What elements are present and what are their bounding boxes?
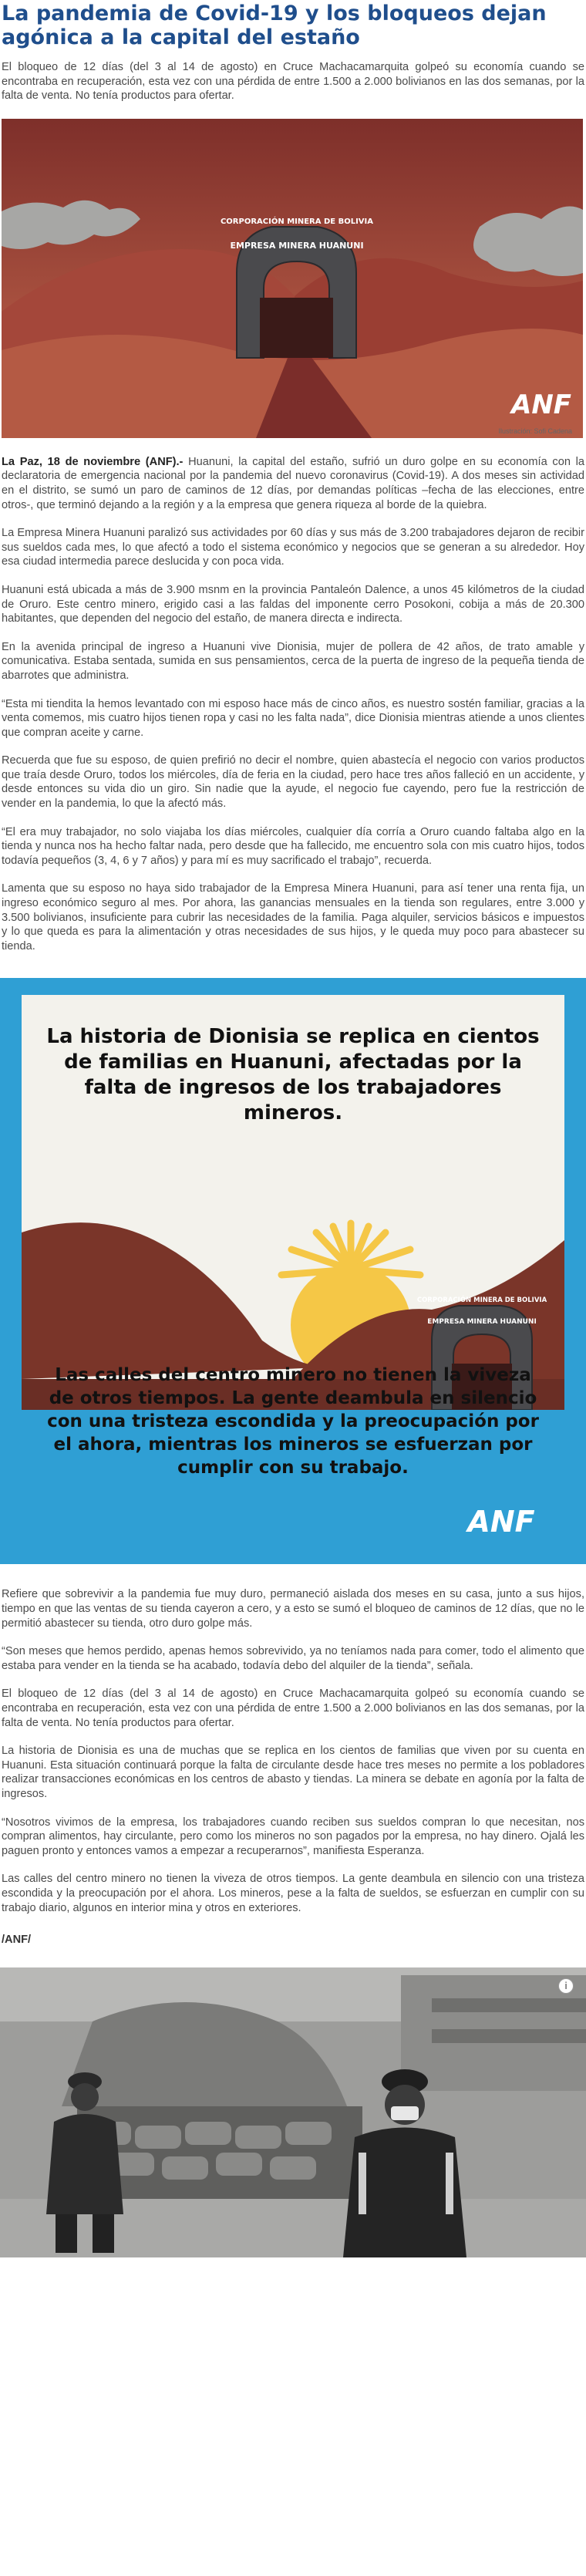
paragraph: En la avenida principal de ingreso a Huanuni vive Dionisia, mujer de pollera de 42 años, de trato amable y comunicativa. Estaba sentada, sumida en sus pensamientos, cerca de la puerta de ingreso de la pequeña tienda de abarrotes que administra.: [2, 640, 584, 682]
paragraph: “Esta mi tiendita la hemos levantado con mi esposo hace más de cinco años, es nuestro sostén familiar, gracias a la venta comemos, mis cuatro hijos tienen ropa y casi no les falta nada”, dice Dionisia mientras atiende a unos clientes que compran aceite y carne.: [2, 697, 584, 739]
paragraph: “Nosotros vivimos de la empresa, los trabajadores cuando reciben sus sueldos compran lo que necesitan, nos compran alimentos, hay circulante, pero como los mineros no son pagados por la empresa, no hay dinero. Ojalá les paguen pronto y entonces vamos a empezar a recuperarnos”, manifiesta Esperanza.: [2, 1816, 584, 1857]
arch-illustration-svg: [2, 119, 583, 438]
arch-line1: CORPORACIÓN MINERA DE BOLIVIA: [416, 1296, 547, 1305]
article-intro: El bloqueo de 12 días (del 3 al 14 de agosto) en Cruce Machacamarquita golpeó su economía cuando se encontraba en recuperación, esta vez con una pérdida de entre 1.500 a 2.000 bolivianos en las dos semanas, por la falta de venta. No tenía productos para ofertar.: [2, 61, 584, 103]
dateline: La Paz, 18 de noviembre (ANF).-: [2, 455, 184, 468]
arch-line2: EMPRESA MINERA HUANUNI: [230, 240, 364, 251]
article-lead: [0, 455, 586, 512]
arch-line2: EMPRESA MINERA HUANUNI: [427, 1318, 537, 1327]
paragraph: Recuerda que fue su esposo, de quien prefirió no decir el nombre, quien abastecía el negocio con varios productos que traía desde Oruro, todos los miércoles, día de feria en la ciudad, pero hace tres años falleció en un accidente, y desde entonces su vida dio un giro. Sin nadie que la ayude, el negocio fue cayendo, pero fue la restricción de vender en la pandemia, lo que la afectó más.: [2, 754, 584, 811]
paragraph: Las calles del centro minero no tienen la viveza de otros tiempos. La gente deambula en silencio con una tristeza escondida y la preocupación por el ahora. Los mineros, pese a la falta de sueldos, se esfuerzan en cumplir con su trabajo diario, algunos en interior mina y otros en exteriores.: [2, 1873, 584, 1914]
infographic-top-text: La historia de Dionisia se replica en cientos de familias en Huanuni, afectadas por la falta de ingresos de los trabajadores mineros.: [46, 1025, 540, 1125]
illustration-arch: [2, 119, 583, 438]
illustration-credit: Ilustración: Sofi Cadena: [498, 427, 572, 435]
photo-workers: [0, 1967, 586, 2257]
paragraph: Refiere que sobrevivir a la pandemia fue muy duro, permaneció aislada dos meses en su casa, junto a sus hijos, tiempo en que las ventas de su tienda cayeron a cero, y a esto se sumó el bloqueo de caminos de 12 días, que no le permitió abastecer su tienda, otro duro golpe más.: [2, 1588, 584, 1630]
anf-logo: ANF: [511, 389, 571, 420]
paragraph: Lamenta que su esposo no haya sido trabajador de la Empresa Minera Huanuni, para así tener una renta fija, un ingreso económico seguro al mes. Por ahora, las ganancias mensuales en la tienda son regulares, entre 3.000 y 3.500 bolivianos, insuficiente para cubrir las necesidades de la familia. Paga alquiler, servicios básicos e impuestos y lo que queda es para la alimentación y otras necesidades de sus hijos, y le queda muy poco para abastecer su tienda.: [2, 882, 584, 953]
article-title: La pandemia de Covid-19 y los bloqueos dejan agónica a la capital del estaño: [2, 2, 547, 49]
paragraph: La Empresa Minera Huanuni paralizó sus actividades por 60 días y sus más de 3.200 trabajadores dejaron de recibir sus sueldos cada mes, lo que afectó a todo el sistema económico y negocios que se generan a su alrededor. Hoy esa ciudad intermedia parece deslucida y con poca vida.: [2, 527, 584, 568]
anf-logo: ANF: [467, 1505, 535, 1539]
paragraph-lead: Huanuni, la capital del estaño, sufrió un duro golpe en su economía con la declaratoria de emergencia nacional por la pandemia del nuevo coronavirus (Covid-19). A dos meses sin actividad en el distrito, se sumó un paro de caminos de 12 días, por demandas políticas –fecha de las elecciones, entre otros-, que terminó dejando a la región y a la empresa que genera riqueza al borde de la quiebra.: [2, 455, 584, 511]
paragraph: El bloqueo de 12 días (del 3 al 14 de agosto) en Cruce Machacamarquita golpeó su economía cuando se encontraba en recuperación, esta vez con una pérdida de entre 1.500 a 2.000 bolivianos en las dos semanas, por la falta de venta. No tenía productos para ofertar.: [2, 1688, 584, 1729]
paragraph: Huanuni está ubicada a más de 3.900 msnm en la provincia Pantaleón Dalence, a unos 45 kilómetros de la ciudad de Oruro. Este centro minero, erigido casi a las faldas del imponente cerro Posokoni, cobija a más de 20.300 habitantes, que dependen del negocio del estaño, de manera directa e indirecta.: [2, 583, 584, 625]
arch-line1: CORPORACIÓN MINERA DE BOLIVIA: [220, 217, 374, 226]
infographic-bottom-text: Las calles del centro minero no tienen la viveza de otros tiempos. La gente deambula en silencio con una tristeza escondida y la preocupación por el ahora, mientras los mineros se esfuerzan por cumplir con su trabajo.: [47, 1365, 539, 1479]
paragraph: “El era muy trabajador, no solo viajaba los días miércoles, cualquier día corría a Oruro cuando faltaba algo en la tienda y nunca nos ha hecho faltar nada, pero desde que ha fallecido, me encuentro sola con mis cuatro hijos, todos todavía pequeños (3, 4, 6 y 7 años) y para mí es muy sacrificado el trabajo”, recuerda.: [2, 825, 584, 867]
photo-workers-svg: [0, 1967, 586, 2257]
infographic: [0, 978, 586, 1564]
info-icon[interactable]: i: [558, 1978, 574, 1994]
paragraph: La historia de Dionisia es una de muchas que se replica en los cientos de familias que viven por su cuenta en Huanuni. Esta situación continuará porque la falta de circulante desde hace tres meses no permite a los pobladores realizar transacciones económicas en los centros de abasto y tiendas. La minera se debate en agonía por la falta de ingresos.: [2, 1745, 584, 1800]
paragraph: “Son meses que hemos perdido, apenas hemos sobrevivido, ya no teníamos nada para comer, todo el alimento que estaba para vender en la tienda se ha acabado, todavía debo del alquiler de la tienda”, señala.: [2, 1645, 584, 1672]
signoff: /ANF/: [2, 1934, 32, 1947]
